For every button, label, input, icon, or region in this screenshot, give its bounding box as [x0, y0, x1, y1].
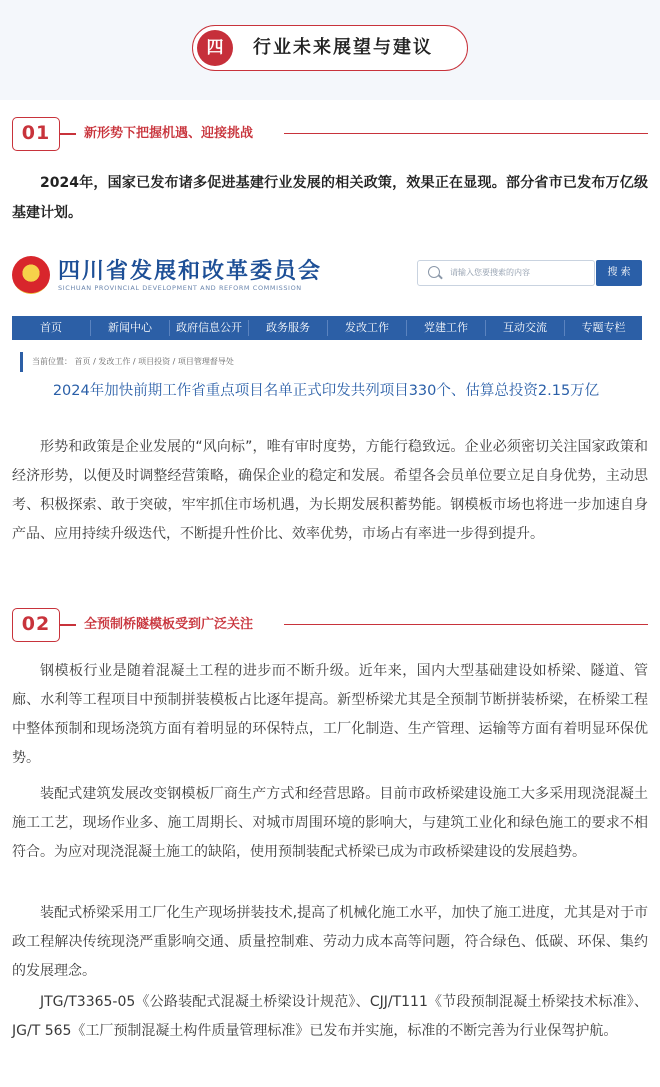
chapter-title: 行业未来展望与建议: [253, 37, 433, 58]
chapter-title-pill: [192, 25, 468, 71]
website-screenshot: [12, 244, 648, 426]
divider: [60, 133, 76, 135]
section-number-badge: 02: [12, 608, 60, 642]
article-headline[interactable]: 2024年加快前期工作省重点项目名单正式印发共列项目330个、估算总投资2.15万亿: [52, 383, 600, 399]
divider: [284, 624, 648, 625]
chapter-number-badge: 四: [197, 30, 233, 66]
section-02-header: [0, 608, 660, 644]
org-name: 四川省发展和改革委员会: [58, 259, 323, 284]
search-button[interactable]: 搜 索: [596, 260, 642, 286]
body-paragraph: JTG/T3365-05《公路装配式混凝土桥梁设计规范》、CJJ/T111《节段预制混凝土桥梁技术标准》、JG/T 565《工厂预制混凝土构件质量管理标准》已发布并实施，标准的不断完善为行业保驾护航。: [12, 994, 648, 1039]
nav-item-gov-info[interactable]: 政府信息公开: [176, 321, 242, 334]
chapter-header: [0, 0, 660, 100]
nav-item-home[interactable]: 首页: [40, 321, 62, 334]
nav-item-services[interactable]: 政务服务: [266, 321, 310, 334]
breadcrumb: 当前位置： 首页 / 发改工作 / 项目投资 / 项目管理督导处: [32, 357, 234, 366]
section-01-header: [0, 117, 660, 153]
divider: [284, 133, 648, 134]
nav-item-work[interactable]: 发改工作: [345, 321, 389, 334]
national-emblem-icon: [12, 256, 50, 294]
site-nav-bar: [12, 316, 642, 340]
lead-paragraph: 2024年，国家已发布诸多促进基建行业发展的相关政策，效果正在显现。部分省市已发布万亿级基建计划。: [12, 175, 648, 221]
section-number-badge: 01: [12, 117, 60, 151]
body-paragraph: 装配式桥梁采用工厂化生产现场拼装技术,提高了机械化施工水平，加快了施工进度，尤其是对于市政工程解决传统现浇严重影响交通、质量控制难、劳动力成本高等问题，符合绿色、低碳、环保、集约的发展理念。: [12, 905, 648, 979]
search-placeholder: 请输入您要搜索的内容: [450, 268, 530, 277]
divider: [60, 624, 76, 626]
body-paragraph: 形势和政策是企业发展的“风向标”，唯有审时度势，方能行稳致远。企业必须密切关注国家政策和经济形势，以便及时调整经营策略，确保企业的稳定和发展。希望各会员单位要立足自身优势，主动思考、积极探索、敢于突破，牢牢抓住市场机遇，为长期发展积蓄势能。钢模板市场也将进一步加速自身产品、应用持续升级迭代，不断提升性价比、效率优势，市场占有率进一步得到提升。: [12, 439, 648, 542]
breadcrumb-marker: [20, 352, 23, 372]
search-input[interactable]: [417, 260, 595, 286]
nav-item-interaction[interactable]: 互动交流: [503, 321, 547, 334]
body-paragraph: 钢模板行业是随着混凝土工程的进步而不断升级。近年来，国内大型基础建设如桥梁、隧道、管廊、水利等工程项目中预制拼装模板占比逐年提高。新型桥梁尤其是全预制节断拼装桥梁，在桥梁工程中整体预制和现场浇筑方面有着明显的环保特点，工厂化制造、生产管理、运输等方面有着明显环保优势。: [12, 663, 648, 766]
org-name-en: SICHUAN PROVINCIAL DEVELOPMENT AND REFORM COMMISSION: [58, 284, 302, 292]
nav-item-special[interactable]: 专题专栏: [581, 321, 626, 334]
section-title: 全预制桥隧模板受到广泛关注: [84, 617, 254, 632]
nav-item-news[interactable]: 新闻中心: [108, 321, 152, 334]
nav-item-party[interactable]: 党建工作: [424, 321, 468, 334]
search-icon: [428, 266, 440, 278]
section-title: 新形势下把握机遇、迎接挑战: [84, 126, 254, 141]
body-paragraph: 装配式建筑发展改变钢模板厂商生产方式和经营思路。目前市政桥梁建设施工大多采用现浇混凝土施工工艺，现场作业多、施工周期长、对城市周围环境的影响大，与建筑工业化和绿色施工的要求不相符合。为应对现浇混凝土施工的缺陷，使用预制装配式桥梁已成为市政桥梁建设的发展趋势。: [12, 786, 648, 860]
